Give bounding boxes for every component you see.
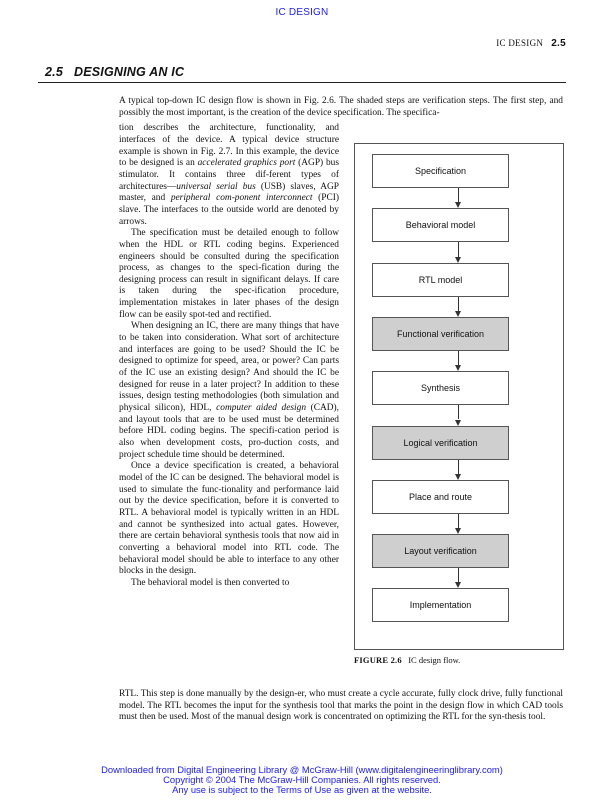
running-head bbox=[496, 38, 566, 49]
flow-arrow-line bbox=[458, 568, 459, 582]
flow-step-layout-verification: Layout verification bbox=[372, 534, 509, 568]
running-head-title: IC DESIGN bbox=[496, 38, 544, 48]
p1-em-agp: accelerated graphics port bbox=[197, 158, 296, 169]
section-heading: 2.5 DESIGNING AN IC bbox=[45, 65, 185, 79]
p3-text-a: When designing an IC, there are many things that have to be taken into consideration. What sort of architecture and interfaces are going to be used? Should the IC be designed to optimize for speed, area, or power? Can parts of the IC use an existing design? And should the IC be designed for reuse in a later project? In addition to these issues, design testing methodologies (both simulation and physical silicon), HDL, bbox=[119, 321, 339, 414]
section-rule bbox=[38, 82, 566, 83]
flow-arrow-line bbox=[458, 351, 459, 365]
flow-step-functional-verification: Functional verification bbox=[372, 317, 509, 351]
text-column bbox=[119, 123, 339, 589]
p1-text-a: tion describes the architecture, functionality, and interfaces of the device. A typical device structure example is shown in Fig. 2.7. In this example, the device to be designed is an bbox=[119, 123, 339, 169]
intro-paragraph: A typical top-down IC design flow is shown in Fig. 2.6. The shaded steps are verification steps. The first step, and possibly the most important, is the creation of the device specification. The specifica- bbox=[119, 96, 563, 118]
flow-arrow-line bbox=[458, 297, 459, 311]
paragraph-3 bbox=[119, 321, 339, 461]
paragraph-5-start: The behavioral model is then converted to bbox=[131, 577, 290, 588]
flow-step-rtl-model: RTL model bbox=[372, 263, 509, 297]
flow-step-synthesis: Synthesis bbox=[372, 371, 509, 405]
flow-arrow-line bbox=[458, 242, 459, 256]
figure-caption bbox=[354, 655, 460, 665]
page-number: 2.5 bbox=[551, 38, 566, 49]
footer-terms-line: Any use is subject to the Terms of Use as given at the website. bbox=[172, 784, 432, 795]
p1-em-pci: peripheral com-ponent interconnect bbox=[170, 193, 313, 204]
figure-caption-text: IC design flow. bbox=[408, 655, 461, 665]
figure-caption-label: FIGURE 2.6 bbox=[354, 655, 402, 665]
flow-arrow-line bbox=[458, 460, 459, 474]
paragraph-4: Once a device specification is created, a behavioral model of the IC can be designed. The behavioral model is used to simulate the func-tionality and performance laid out by the device specification, before it is converted to RTL. A behavioral model is typically written in an HDL and cannot be synthesized into actual gates. However, there are certain behavioral synthesis tools that now aid in converting a behavioral model into RTL code. The behavioral model should be able to interface to any other blocks in the design. bbox=[119, 461, 339, 577]
flow-step-behavioral-model: Behavioral model bbox=[372, 208, 509, 242]
top-banner: IC DESIGN bbox=[275, 7, 329, 18]
p1-text-c: (USB) slaves, AGP master, and bbox=[119, 181, 339, 204]
paragraph-2: The specification must be detailed enough to follow when the HDL or RTL coding begins. Experienced engineers should be consulted during the specification process, as changes to the speci-fication during the designing process can result in significant delays. If care is taken during the spec-ification procedure, implementation mistakes in later phases of the design flow can be easily spot-ted and rectified. bbox=[119, 228, 339, 320]
p3-text-b: (CAD), and layout tools that are to be used must be determined before HDL coding begins. The specifi-cation period is also when development costs, pro-duction costs, and project schedule time should be determined. bbox=[119, 403, 339, 460]
p1-text-d: (PCI) slave. The interfaces to the outside world are denoted by arrows. bbox=[119, 193, 339, 227]
flow-step-place-and-route: Place and route bbox=[372, 480, 509, 514]
flow-step-implementation: Implementation bbox=[372, 588, 509, 622]
flow-step-logical-verification: Logical verification bbox=[372, 426, 509, 460]
p3-em-cad: computer aided design bbox=[216, 403, 307, 414]
p1-text-b: (AGP) bus stimulator. It contains three dif-ferent types of architectures— bbox=[119, 158, 339, 192]
flow-arrow-line bbox=[458, 188, 459, 202]
flow-step-specification: Specification bbox=[372, 154, 509, 188]
design-flow-figure bbox=[354, 143, 564, 650]
paragraph-1 bbox=[119, 123, 339, 228]
bottom-paragraph: RTL. This step is done manually by the design-er, who must create a cycle accurate, fully clock drive, fully functional model. The RTL becomes the input for the synthesis tool that marks the point in the design flow in which CAD tools must then be used. Most of the manual design work is concentrated on optimizing the RTL for the syn-thesis tool. bbox=[119, 689, 563, 723]
flow-arrow-line bbox=[458, 405, 459, 419]
p1-em-usb: universal serial bus bbox=[176, 181, 256, 192]
flow-arrow-line bbox=[458, 514, 459, 528]
footer-copyright-line: Copyright © 2004 The McGraw-Hill Companies. All rights reserved. bbox=[163, 774, 441, 785]
footer-download-line: Downloaded from Digital Engineering Library @ McGraw-Hill (www.digitalengineeringlibrary.com) bbox=[101, 764, 503, 775]
